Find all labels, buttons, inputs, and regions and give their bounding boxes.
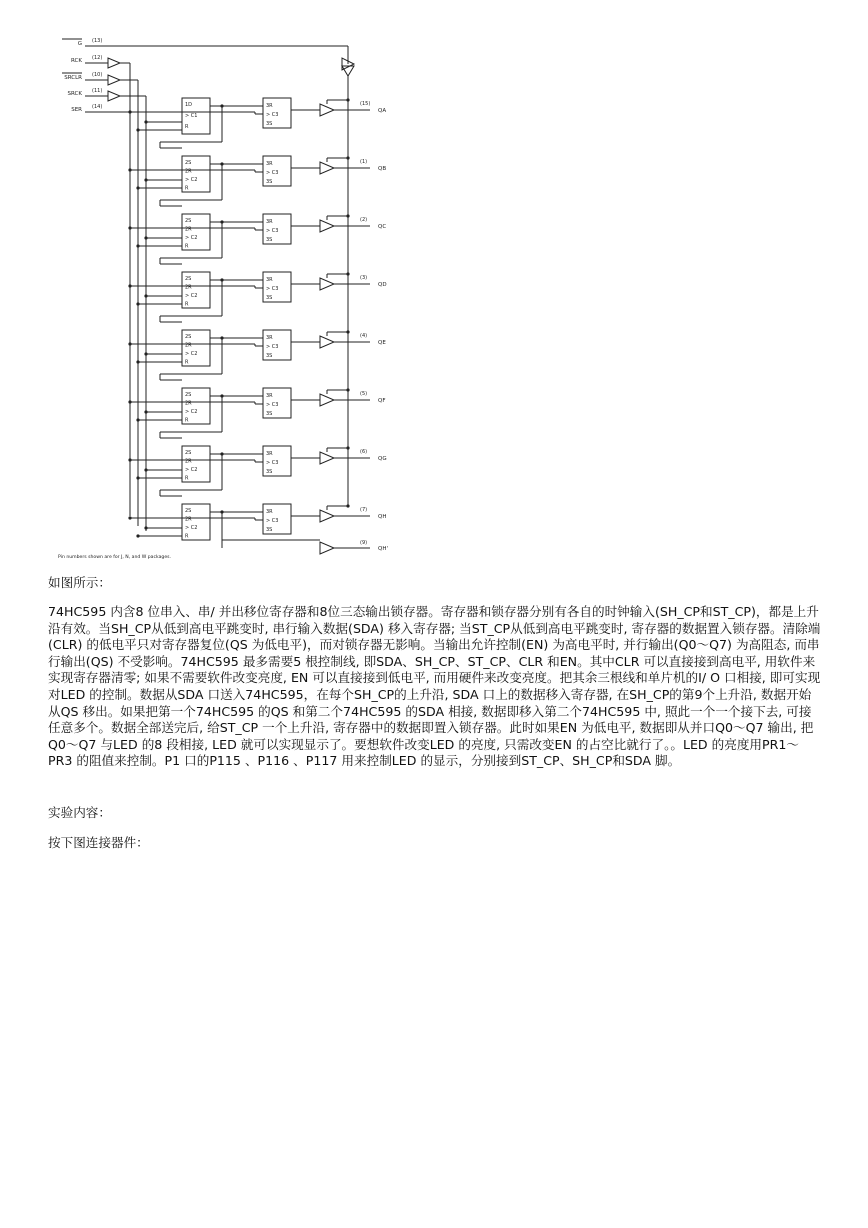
input-label-srck: SRCK: [67, 91, 82, 97]
register-pin-label: 2S: [185, 392, 192, 398]
output-label-2: QB: [378, 166, 387, 172]
junction-dot: [136, 186, 139, 189]
latch-pin-label: 3S: [266, 527, 273, 533]
junction-dot: [346, 214, 349, 217]
junction-dot: [220, 104, 223, 107]
output-buffer-5: [320, 336, 334, 348]
latch-pin-label: > C3: [266, 112, 279, 118]
register-pin-label: 2S: [185, 450, 192, 456]
junction-dot: [220, 394, 223, 397]
pin-footnote: Pin numbers shown are for J, N, and W packages.: [58, 555, 171, 560]
register-pin-label: 2R: [185, 168, 192, 175]
input-label-srclr: SRCLR: [64, 75, 82, 81]
output-buffer-1: [320, 104, 334, 116]
input-pin-g: (13): [92, 38, 103, 44]
latch-pin-label: > C3: [266, 286, 279, 292]
junction-dot: [136, 128, 139, 131]
output-label-1: QA: [378, 108, 387, 114]
output-label-3: QC: [378, 224, 387, 230]
register-pin-label: R: [185, 359, 189, 366]
latch-pin-label: 3R: [266, 219, 273, 225]
input-label-rck: RCK: [71, 58, 82, 64]
latch-pin-label: 3S: [266, 295, 273, 301]
register-pin-label: 2S: [185, 276, 192, 282]
register-pin-label: R: [185, 185, 189, 192]
junction-dot: [144, 236, 147, 239]
register-pin-label: 2R: [185, 226, 192, 233]
register-pin-label: 2R: [185, 400, 192, 407]
junction-dot: [144, 526, 147, 529]
figure-caption: 如图所示：: [48, 575, 111, 590]
latch-pin-label: 3S: [266, 411, 273, 417]
register-pin-label: > C2: [185, 409, 198, 415]
serial-out-pin: (9): [360, 540, 368, 546]
description-paragraph: 74HC595 内含8 位串入、串/ 并出移位寄存器和8位三态输出锁存器。寄存器和锁存器分别有各自的时钟输入(SH_CP和ST_CP)，都是上升沿有效。当SH_CP从低到高电平跳变时, 串行输入数据(SDA) 移入寄存器; 当ST_CP从低到高电平跳变时, 寄存器的数据置入锁存器。清除端(CLR) 的低电平只对寄存器复位(QS 为低电平)，而对锁存器无影响。当输出允许控制(EN) 为高电平时, 并行输出(Q0～Q7) 为高阻态, 而串行输出(QS) 不受影响。74HC595 最多需要5 根控制线, 即SDA、SH_CP、ST_CP、CLR 和EN。其中CLR 可以直接接到高电平, 用软件来实现寄存器清零; 如果不需要软件改变亮度, EN 可以直接接到低电平, 而用硬件来改变亮度。把其余三根线和单片机的I/ O 口相接, 即可实现对LED 的控制。数据从SDA 口送入74HC595，在每个SH_CP的上升沿, SDA 口上的数据移入寄存器, 在SH_CP的第9个上升沿, 数据开始从QS 移出。如果把第一个74HC595 的QS 和第二个74HC595 的SDA 相接, 数据即移入第二个74HC595 中, 照此一个一个接下去, 可接任意多个。数据全部送完后, 给ST_CP 一个上升沿, 寄存器中的数据即置入锁存器。此时如果EN 为低电平, 数据即从并口Q0～Q7 输出, 把Q0～Q7 与LED 的8 段相接, LED 就可以实现显示了。要想软件改变LED 的亮度, 只需改变EN 的占空比就行了。。LED 的亮度用PR1～ PR3 的阻值来控制。P1 口的P115 、P116 、P117 用来控制LED 的显示，分别接到ST_CP、SH_CP和SDA 脚。: [48, 604, 821, 769]
register-pin-label: 2R: [185, 284, 192, 291]
junction-dot: [346, 156, 349, 159]
junction-dot: [128, 458, 131, 461]
junction-dot: [136, 360, 139, 363]
srck-buffer: [108, 91, 120, 101]
output-label-4: QD: [378, 282, 387, 288]
connect-instruction: 按下图连接器件：: [48, 835, 149, 850]
junction-dot: [220, 220, 223, 223]
register-pin-label: > C2: [185, 525, 198, 531]
input-pin-srclr: (10): [92, 72, 103, 78]
output-pin-1: (15): [360, 101, 371, 107]
output-pin-2: (1): [360, 159, 368, 165]
rck-buffer: [108, 58, 120, 68]
output-buffer-8: [320, 510, 334, 522]
output-label-6: QF: [378, 398, 386, 404]
junction-dot: [220, 452, 223, 455]
junction-dot: [128, 516, 131, 519]
register-pin-label: R: [185, 301, 189, 308]
output-label-5: QE: [378, 340, 386, 346]
register-pin-label: 2R: [185, 458, 192, 465]
junction-dot: [144, 120, 147, 123]
register-pin-label: 1D: [185, 102, 193, 108]
register-pin-label: 2S: [185, 334, 192, 340]
latch-pin-label: > C3: [266, 518, 279, 524]
output-buffer-6: [320, 394, 334, 406]
junction-dot: [128, 400, 131, 403]
output-pin-7: (6): [360, 449, 368, 455]
latch-pin-label: > C3: [266, 228, 279, 234]
latch-pin-label: 3R: [266, 509, 273, 515]
register-pin-label: R: [185, 243, 189, 250]
register-pin-label: > C2: [185, 351, 198, 357]
serial-out-label: QH': [378, 546, 388, 552]
junction-dot: [144, 352, 147, 355]
input-label-ser: SER: [71, 107, 82, 113]
junction-dot: [136, 302, 139, 305]
output-label-7: QG: [378, 456, 387, 462]
latch-pin-label: > C3: [266, 402, 279, 408]
output-pin-3: (2): [360, 217, 368, 223]
junction-dot: [346, 98, 349, 101]
output-pin-4: (3): [360, 275, 368, 281]
register-pin-label: R: [185, 533, 189, 540]
register-pin-label: > C1: [185, 113, 198, 119]
latch-pin-label: 3R: [266, 103, 273, 109]
srclr-buffer: [108, 75, 120, 85]
latch-pin-label: > C3: [266, 344, 279, 350]
latch-pin-label: 3R: [266, 161, 273, 167]
register-pin-label: > C2: [185, 177, 198, 183]
register-pin-label: > C2: [185, 235, 198, 241]
junction-dot: [346, 272, 349, 275]
latch-pin-label: 3R: [266, 335, 273, 341]
register-pin-label: > C2: [185, 467, 198, 473]
latch-pin-label: 3S: [266, 237, 273, 243]
junction-dot: [144, 410, 147, 413]
junction-dot: [128, 284, 131, 287]
junction-dot: [128, 226, 131, 229]
latch-pin-label: > C3: [266, 460, 279, 466]
serial-out-buffer: [320, 542, 334, 554]
junction-dot: [136, 534, 139, 537]
junction-dot: [346, 504, 349, 507]
output-pin-6: (5): [360, 391, 368, 397]
output-buffer-3: [320, 220, 334, 232]
output-buffer-4: [320, 278, 334, 290]
input-pin-rck: (12): [92, 55, 103, 61]
junction-dot: [220, 510, 223, 513]
register-pin-label: 2S: [185, 218, 192, 224]
junction-dot: [346, 388, 349, 391]
register-pin-label: 2S: [185, 160, 192, 166]
logic-diagram-svg: [50, 36, 410, 566]
junction-dot: [144, 468, 147, 471]
latch-pin-label: 3R: [266, 393, 273, 399]
junction-dot: [128, 342, 131, 345]
latch-pin-label: 3S: [266, 353, 273, 359]
register-pin-label: 2R: [185, 516, 192, 523]
junction-dot: [128, 168, 131, 171]
junction-dot: [346, 446, 349, 449]
junction-dot: [144, 178, 147, 181]
junction-dot: [346, 330, 349, 333]
junction-dot: [136, 244, 139, 247]
register-pin-label: R: [185, 475, 189, 482]
junction-dot: [144, 294, 147, 297]
output-pin-5: (4): [360, 333, 368, 339]
junction-dot: [136, 476, 139, 479]
output-buffer-7: [320, 452, 334, 464]
junction-dot: [220, 278, 223, 281]
experiment-heading: 实验内容：: [48, 805, 111, 820]
input-pin-srck: (11): [92, 88, 103, 94]
output-label-8: QH: [378, 514, 387, 520]
latch-pin-label: 3S: [266, 121, 273, 127]
input-label-g: G: [77, 41, 82, 47]
register-pin-label: 2S: [185, 508, 192, 514]
register-pin-label: 2R: [185, 342, 192, 349]
latch-pin-label: > C3: [266, 170, 279, 176]
latch-pin-label: 3R: [266, 277, 273, 283]
junction-dot: [220, 162, 223, 165]
latch-pin-label: 3R: [266, 451, 273, 457]
junction-dot: [220, 336, 223, 339]
register-pin-label: R: [185, 124, 189, 130]
register-pin-label: > C2: [185, 293, 198, 299]
output-buffer-2: [320, 162, 334, 174]
latch-pin-label: 3S: [266, 469, 273, 475]
latch-pin-label: 3S: [266, 179, 273, 185]
register-pin-label: R: [185, 417, 189, 424]
junction-dot: [136, 418, 139, 421]
input-pin-ser: (14): [92, 104, 103, 110]
output-pin-8: (7): [360, 507, 368, 513]
logic-diagram: [50, 36, 410, 566]
